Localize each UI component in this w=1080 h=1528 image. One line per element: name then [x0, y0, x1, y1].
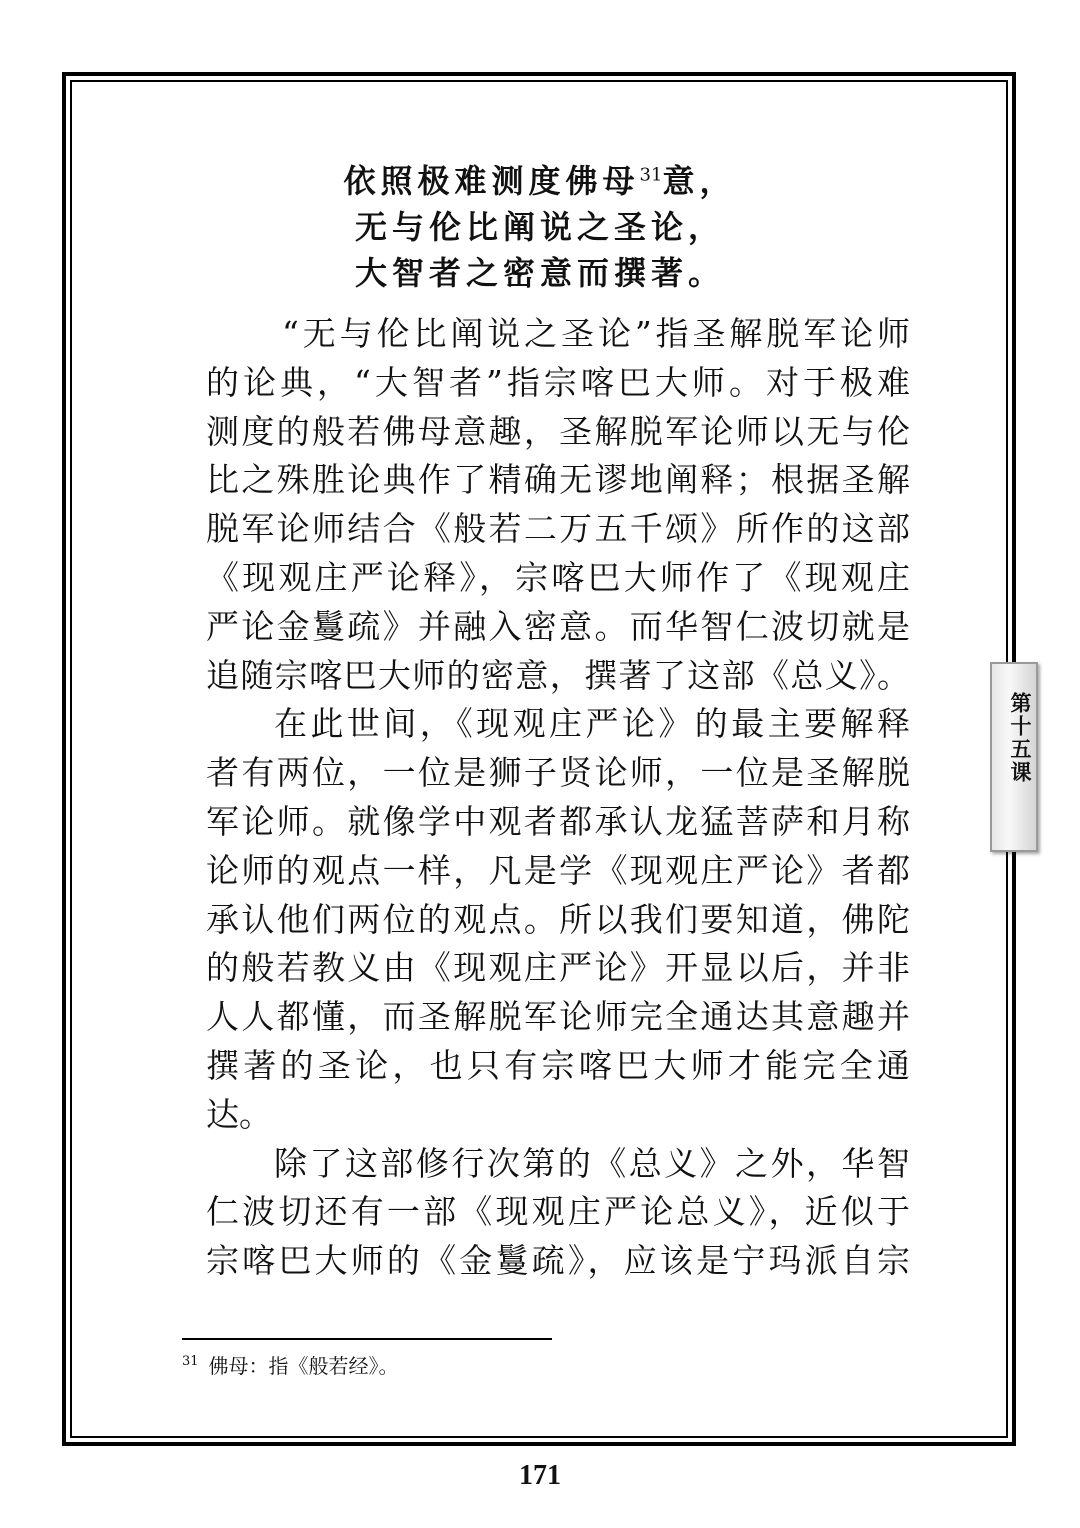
text-line: 论师的观点一样，凡是学《现观庄严论》者都 — [206, 850, 910, 890]
text-line: 除了这部修行次第的《总义》之外，华智 — [274, 1143, 910, 1183]
footnote-number: 31 — [182, 1354, 199, 1370]
text-line: 者有两位，一位是狮子贤论师，一位是圣解脱 — [206, 753, 910, 793]
text-line: 追随宗喀巴大师的密意，撰著了这部《总义》。 — [206, 655, 910, 695]
text-line: “无与伦比阐说之圣论”指圣解脱军论师 — [282, 314, 910, 353]
text-line: 人人都懂，而圣解脱军论师完全通达其意趣并 — [206, 997, 910, 1037]
lesson-side-tab[interactable] — [990, 662, 1038, 852]
text-line: 脱军论师结合《般若二万五千颂》所作的这部 — [206, 509, 910, 549]
page-number: 171 — [519, 1460, 561, 1491]
text-line: 测度的般若佛母意趣，圣解脱军论师以无与伦 — [206, 411, 910, 451]
text-line: 军论师。就像学中观者都承认龙猛菩萨和月称 — [206, 801, 910, 841]
text-line: 在此世间，《现观庄严论》的最主要解释 — [274, 704, 910, 744]
commentary-text — [206, 310, 910, 1286]
footnote — [182, 1352, 399, 1380]
text-line: 仁波切还有一部《现观庄严论总义》，近似于 — [206, 1192, 910, 1232]
footnote-ref[interactable]: 31 — [639, 164, 663, 186]
verse-line-3: 大智者之密意而撰著。 — [354, 254, 725, 292]
verse-line-1 — [180, 158, 900, 204]
text-line: 的论典，“大智者”指宗喀巴大师。对于极难 — [206, 362, 910, 402]
text-line: 严论金鬘疏》并融入密意。而华智仁波切就是 — [206, 606, 910, 646]
text-line: 宗喀巴大师的《金鬘疏》，应该是宁玛派自宗 — [206, 1241, 910, 1281]
verse-block — [180, 158, 900, 296]
text-line: 达。 — [206, 1094, 272, 1134]
text-line: 比之殊胜论典作了精确无谬地阐释；根据圣解 — [206, 460, 910, 500]
text-line: 的般若教义由《现观庄严论》开显以后，并非 — [206, 948, 910, 988]
text-line: 《现观庄严论释》，宗喀巴大师作了《现观庄 — [206, 557, 910, 597]
lesson-side-tab-label: 第十五课 — [1008, 692, 1033, 784]
footnote-divider — [182, 1338, 552, 1340]
footnote-text: 佛母：指《般若经》。 — [208, 1354, 399, 1378]
verse-line-1-end: 意， — [662, 162, 737, 200]
text-line: 撰著的圣论，也只有宗喀巴大师才能完全通 — [206, 1045, 910, 1085]
verse-line-2: 无与伦比阐说之圣论， — [354, 208, 725, 246]
verse-line-1-text: 依照极难测度佛母 — [343, 162, 640, 200]
text-line: 承认他们两位的观点。所以我们要知道，佛陀 — [206, 899, 910, 939]
